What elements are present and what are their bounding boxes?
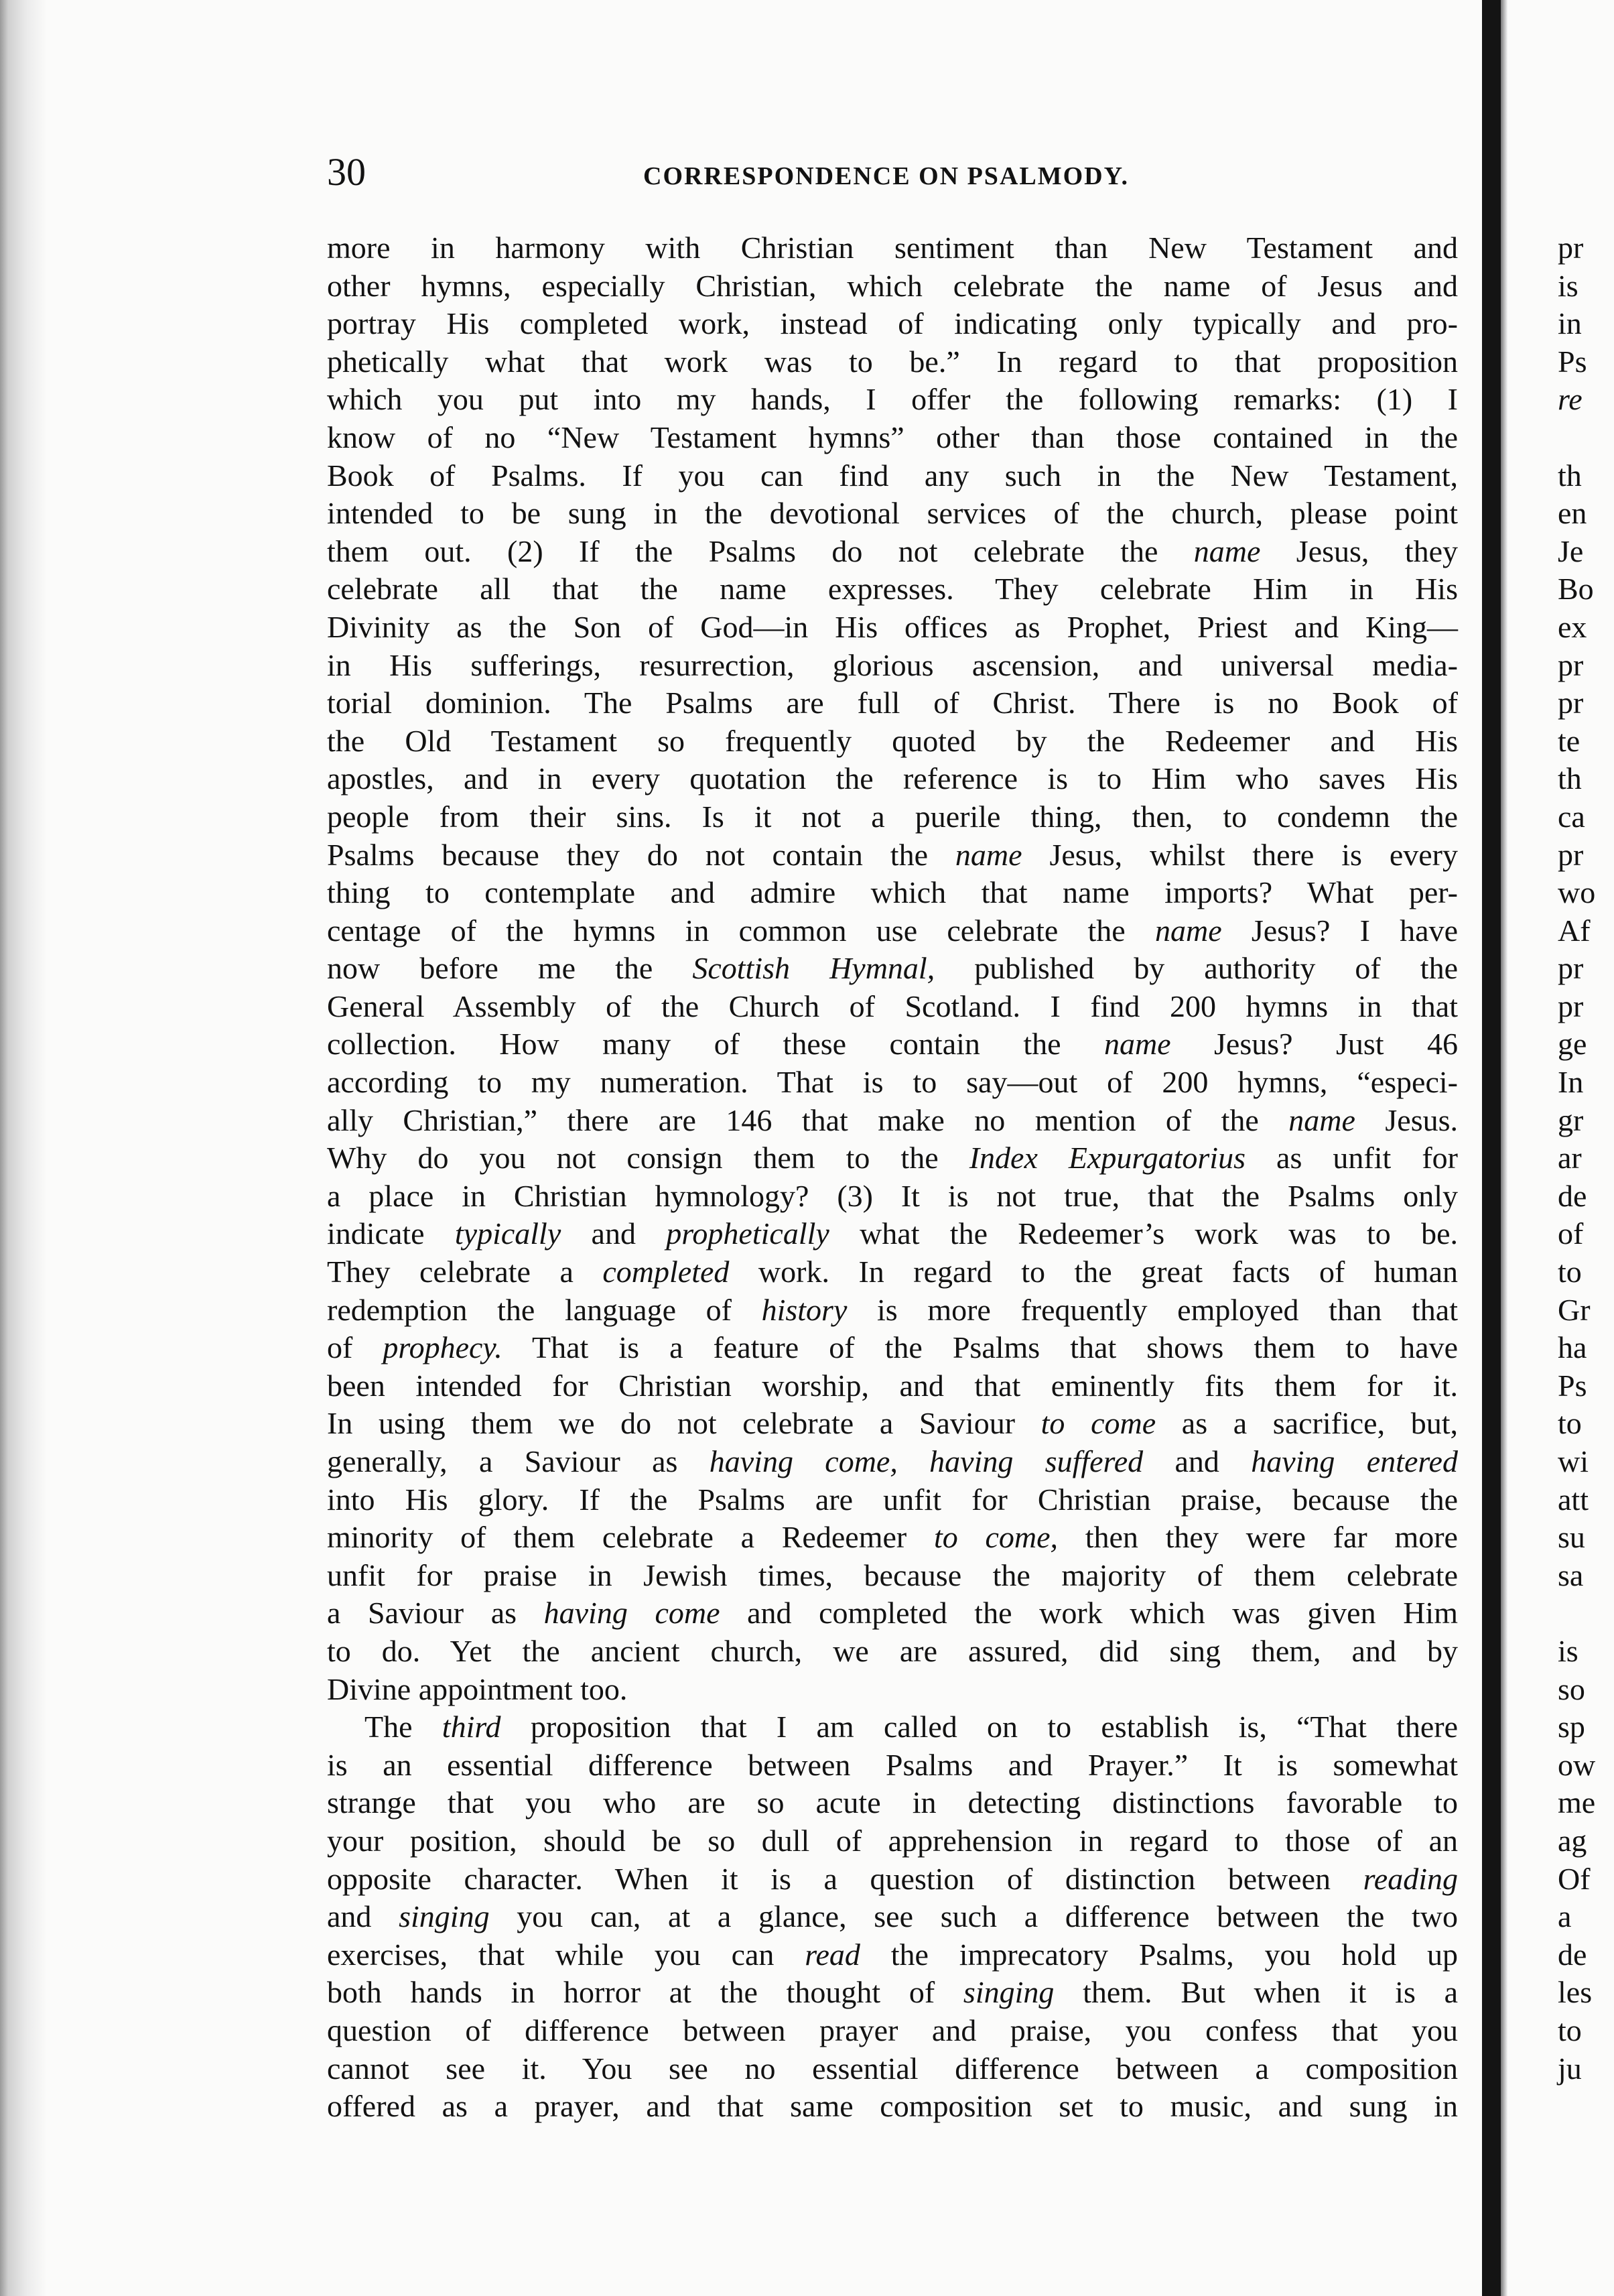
facing-page-fragment: pr <box>1558 837 1584 872</box>
italic-text-segment: name <box>1193 533 1261 568</box>
text-segment: offered as a prayer, and that same composition set to music, and sung in <box>327 2089 1458 2124</box>
facing-page-fragment: re <box>1558 382 1583 417</box>
facing-page-fragment: en <box>1558 496 1587 531</box>
facing-page-fragment: ex <box>1558 609 1587 644</box>
text-segment: thing to contemplate and admire which that name imports? What per- <box>327 875 1458 910</box>
italic-text-segment: history <box>761 1292 848 1327</box>
text-segment: your position, should be so dull of apprehension in regard to those of an <box>327 1823 1458 1858</box>
text-segment: torial dominion. The Psalms are full of Christ. There is no Book of <box>327 686 1458 720</box>
facing-page-fragment: th <box>1558 761 1582 796</box>
facing-page-fragment: pr <box>1558 231 1584 265</box>
facing-page-edge-shadow <box>1501 0 1507 2296</box>
text-segment: the imprecatory Psalms, you hold up <box>860 1937 1459 1972</box>
text-segment: cannot see it. You see no essential difference between a composition <box>327 2051 1458 2086</box>
facing-page-fragment: les <box>1558 1975 1593 2010</box>
body-text-line <box>327 1974 1458 2012</box>
body-text-line <box>327 684 1458 722</box>
italic-text-segment: name <box>1288 1102 1355 1137</box>
facing-page-fragment: Of <box>1558 1861 1591 1896</box>
text-segment: which you put into my hands, I offer the following remarks: (1) I <box>327 382 1458 417</box>
italic-text-segment: Index Expurgatorius <box>969 1141 1246 1175</box>
text-segment: minority of them celebrate a Redeemer <box>327 1520 934 1555</box>
body-text-line <box>327 1594 1458 1633</box>
italic-text-segment: having come, having suffered <box>709 1444 1144 1478</box>
facing-page-fragment: to <box>1558 1255 1582 1289</box>
text-segment: a Saviour as <box>327 1596 544 1631</box>
text-segment: Why do you not consign them to the <box>327 1141 969 1175</box>
body-text-line <box>327 1784 1458 1822</box>
facing-page-fragment: de <box>1558 1178 1587 1213</box>
facing-page-fragment: a <box>1558 1899 1572 1934</box>
text-segment: both hands in horror at the thought of <box>327 1975 963 2010</box>
facing-page-fragment: gr <box>1558 1102 1584 1137</box>
body-text-column <box>327 229 1458 2126</box>
body-text-line <box>327 1557 1458 1595</box>
text-segment: General Assembly of the Church of Scotland. I find 200 hymns in that <box>327 988 1458 1023</box>
facing-page-fragment: to <box>1558 1406 1582 1441</box>
text-segment: a place in Christian hymnology? (3) It is not true, that the Psalms only <box>327 1178 1458 1213</box>
text-segment: according to my numeration. That is to say—out of 200 hymns, “especi- <box>327 1065 1458 1100</box>
text-segment: ally Christian,” there are 146 that make no mention of the <box>327 1102 1289 1137</box>
text-segment: collection. How many of these contain the <box>327 1027 1104 1062</box>
body-text-line <box>327 836 1458 875</box>
body-text-line <box>327 1936 1458 1974</box>
body-text-line <box>327 1898 1458 1936</box>
body-text-line <box>327 1139 1458 1177</box>
facing-page-fragment: of <box>1558 1216 1584 1251</box>
facing-page-fragment: Ps <box>1558 1368 1587 1403</box>
text-segment: as a sacrifice, but, <box>1156 1406 1458 1441</box>
text-segment: exercises, that while you can <box>327 1937 805 1972</box>
body-text-line <box>327 1064 1458 1102</box>
text-segment: portray His completed work, instead of indicating only typically and pro- <box>327 306 1458 341</box>
text-segment: opposite character. When it is a question of distinction between <box>327 1861 1363 1896</box>
facing-page-fragment: ar <box>1558 1141 1582 1175</box>
italic-text-segment: third <box>442 1710 501 1744</box>
body-text-line <box>327 1405 1458 1443</box>
body-text-line <box>327 1481 1458 1519</box>
text-segment: and <box>561 1216 667 1251</box>
text-segment: unfit for praise in Jewish times, because the majority of them celebrate <box>327 1557 1458 1592</box>
facing-page-fragment: de <box>1558 1937 1587 1972</box>
body-text-line <box>327 570 1458 609</box>
body-text-line <box>327 1177 1458 1216</box>
italic-text-segment: singing <box>399 1899 490 1934</box>
facing-page-fragment: to <box>1558 2013 1582 2047</box>
facing-page-fragment: pr <box>1558 988 1584 1023</box>
text-segment: apostles, and in every quotation the reference is to Him who saves His <box>327 761 1458 796</box>
text-segment: then they were far more <box>1058 1520 1458 1555</box>
body-text-line <box>327 229 1458 267</box>
text-segment: is an essential difference between Psalms and Prayer.” It is somewhat <box>327 1747 1458 1782</box>
text-segment: more in harmony with Christian sentiment than New Testament and <box>327 231 1458 265</box>
body-text-line <box>327 1329 1458 1367</box>
body-text-line <box>327 798 1458 836</box>
italic-text-segment: completed <box>602 1255 730 1289</box>
text-segment: you can, at a glance, see such a difference between the two <box>489 1899 1458 1934</box>
facing-page-fragment: Gr <box>1558 1292 1591 1327</box>
body-text-line <box>327 495 1458 533</box>
text-segment: and <box>1143 1444 1252 1478</box>
text-segment: Psalms because they do not contain the <box>327 837 955 872</box>
italic-text-segment: name <box>1103 1027 1171 1062</box>
italic-text-segment: singing <box>963 1975 1055 2010</box>
facing-page-fragment: att <box>1558 1482 1589 1517</box>
body-text-line <box>327 305 1458 343</box>
text-segment: strange that you who are so acute in detecting distinctions favorable to <box>327 1785 1458 1820</box>
body-text-line <box>327 1025 1458 1064</box>
body-text-line <box>327 988 1458 1026</box>
italic-text-segment: having come <box>543 1596 720 1631</box>
text-segment: is more frequently employed than that <box>847 1292 1458 1327</box>
text-segment: and <box>327 1899 399 1934</box>
body-text-line <box>327 1671 1458 1709</box>
facing-page-blank-line <box>1558 419 1614 457</box>
italic-text-segment: Scottish Hymnal, <box>692 951 935 986</box>
facing-page-fragment: In <box>1558 1065 1584 1100</box>
text-segment: into His glory. If the Psalms are unfit for Christian praise, because the <box>327 1482 1458 1517</box>
text-segment: Jesus, they <box>1260 533 1458 568</box>
binding-gutter-shadow <box>0 0 47 2296</box>
body-text-line <box>327 1519 1458 1557</box>
body-text-line <box>327 1746 1458 1785</box>
body-text-line <box>327 1633 1458 1671</box>
body-text-line <box>327 2088 1458 2126</box>
facing-page-fragment: Ps <box>1558 344 1587 379</box>
body-text-line <box>327 609 1458 647</box>
facing-page-fragment: ca <box>1558 799 1585 834</box>
text-segment: generally, a Saviour as <box>327 1444 710 1478</box>
facing-page-fragment: sp <box>1558 1710 1585 1744</box>
text-segment: work. In regard to the great facts of human <box>729 1255 1458 1289</box>
text-segment: redemption the language of <box>327 1292 762 1327</box>
facing-page-fragment: ju <box>1558 2051 1582 2086</box>
body-text-line <box>327 533 1458 571</box>
text-segment: as unfit for <box>1245 1141 1458 1175</box>
body-text-line <box>327 381 1458 419</box>
facing-page-fragment: wo <box>1558 875 1596 910</box>
italic-text-segment: reading <box>1363 1861 1458 1896</box>
facing-page-fragment: ha <box>1558 1330 1587 1365</box>
body-text-line <box>327 419 1458 457</box>
italic-text-segment: read <box>805 1937 860 1972</box>
text-segment: celebrate all that the name expresses. They celebrate Him in His <box>327 572 1458 607</box>
text-segment: question of difference between prayer and praise, you confess that you <box>327 2013 1458 2047</box>
text-segment: In using them we do not celebrate a Saviour <box>327 1406 1041 1441</box>
text-segment: centage of the hymns in common use celebrate the <box>327 913 1155 948</box>
facing-page-fragment: te <box>1558 723 1581 758</box>
text-segment: other hymns, especially Christian, which celebrate the name of Jesus and <box>327 268 1458 303</box>
body-text-line <box>327 1860 1458 1899</box>
body-text-line <box>327 647 1458 685</box>
facing-page-fragment: ag <box>1558 1823 1587 1858</box>
text-segment: in His sufferings, resurrection, glorious ascension, and universal media- <box>327 647 1458 682</box>
text-segment: proposition that I am called on to establish is, “That there <box>500 1710 1459 1744</box>
running-head-title: CORRESPONDENCE ON PSALMODY. <box>643 162 1130 190</box>
body-text-line <box>327 2050 1458 2088</box>
facing-page-fragment: sa <box>1558 1557 1584 1592</box>
body-text-line <box>327 950 1458 988</box>
facing-page-fragment: su <box>1558 1520 1585 1555</box>
text-segment: what the Redeemer’s work was to be. <box>829 1216 1458 1251</box>
body-text-line <box>327 267 1458 306</box>
body-text-line <box>327 1215 1458 1253</box>
facing-page-fragment: Af <box>1558 913 1591 948</box>
italic-text-segment: prophetically <box>666 1216 829 1251</box>
text-segment: Jesus? I have <box>1221 913 1458 948</box>
italic-text-segment: name <box>955 837 1022 872</box>
body-text-line <box>327 1291 1458 1330</box>
italic-text-segment: to come <box>1040 1406 1156 1441</box>
text-segment: That is a feature of the Psalms that shows them to have <box>502 1330 1459 1365</box>
text-segment: and completed the work which was given Him <box>720 1596 1458 1631</box>
italic-text-segment: to come, <box>933 1520 1058 1555</box>
text-segment: published by authority of the <box>935 951 1458 986</box>
body-text-line <box>327 760 1458 798</box>
body-text-line <box>327 722 1458 761</box>
facing-page-fragment: is <box>1558 268 1578 303</box>
text-segment: phetically what that work was to be.” In regard to that proposition <box>327 344 1458 379</box>
body-text-line <box>327 1253 1458 1291</box>
text-segment: to do. Yet the ancient church, we are assured, did sing them, and by <box>327 1633 1458 1668</box>
facing-page-fragments <box>1558 229 1614 2088</box>
text-segment: Jesus, whilst there is every <box>1022 837 1458 872</box>
text-segment: now before me the <box>327 951 693 986</box>
text-segment: Divinity as the Son of God—in His offices as Prophet, Priest and King— <box>327 609 1458 644</box>
italic-text-segment: name <box>1154 913 1222 948</box>
text-segment: been intended for Christian worship, and that eminently fits them for it. <box>327 1368 1458 1403</box>
facing-page-fragment: me <box>1558 1785 1596 1820</box>
page-gutter-divider <box>1482 0 1501 2296</box>
text-segment: them. But when it is a <box>1054 1975 1458 2010</box>
text-segment: of <box>327 1330 383 1365</box>
text-segment: Jesus. <box>1355 1102 1458 1137</box>
text-segment: The <box>364 1710 442 1744</box>
facing-page-blank-line <box>1558 1594 1614 1633</box>
facing-page-fragment: pr <box>1558 951 1584 986</box>
text-segment: intended to be sung in the devotional services of the church, please point <box>327 496 1458 531</box>
text-segment: Divine appointment too. <box>327 1671 628 1706</box>
body-text-line <box>327 1822 1458 1860</box>
italic-text-segment: typically <box>454 1216 561 1251</box>
body-text-line <box>327 343 1458 381</box>
text-segment: people from their sins. Is it not a puerile thing, then, to condemn the <box>327 799 1458 834</box>
facing-page-fragment: pr <box>1558 686 1584 720</box>
facing-page-fragment: is <box>1558 1633 1578 1668</box>
text-segment: indicate <box>327 1216 455 1251</box>
italic-text-segment: having entered <box>1251 1444 1458 1478</box>
text-segment: Jesus? Just 46 <box>1170 1027 1459 1062</box>
page-number: 30 <box>327 150 366 194</box>
text-segment: them out. (2) If the Psalms do not celebrate the <box>327 533 1194 568</box>
facing-page-fragment: so <box>1558 1671 1585 1706</box>
facing-page-fragment: Je <box>1558 533 1584 568</box>
facing-page-fragment: ow <box>1558 1747 1596 1782</box>
text-segment: the Old Testament so frequently quoted by the Redeemer and His <box>327 723 1458 758</box>
body-text-line <box>327 2012 1458 2050</box>
text-segment: They celebrate a <box>327 1255 603 1289</box>
body-text-line <box>327 1367 1458 1405</box>
facing-page-fragment: wi <box>1558 1444 1589 1478</box>
text-segment: Book of Psalms. If you can find any such in the New Testament, <box>327 458 1458 493</box>
text-segment: know of no “New Testament hymns” other than those contained in the <box>327 420 1458 454</box>
body-text-line <box>327 912 1458 950</box>
italic-text-segment: prophecy. <box>383 1330 502 1365</box>
body-text-line <box>327 1443 1458 1481</box>
facing-page-fragment: in <box>1558 306 1582 341</box>
facing-page-fragment: Bo <box>1558 572 1594 607</box>
body-text-line <box>327 874 1458 912</box>
facing-page-fragment: ge <box>1558 1027 1587 1062</box>
body-text-line <box>327 457 1458 495</box>
facing-page-fragment: th <box>1558 458 1582 493</box>
body-text-line <box>327 1102 1458 1140</box>
facing-page-fragment: pr <box>1558 647 1584 682</box>
body-text-line <box>327 1708 1458 1746</box>
